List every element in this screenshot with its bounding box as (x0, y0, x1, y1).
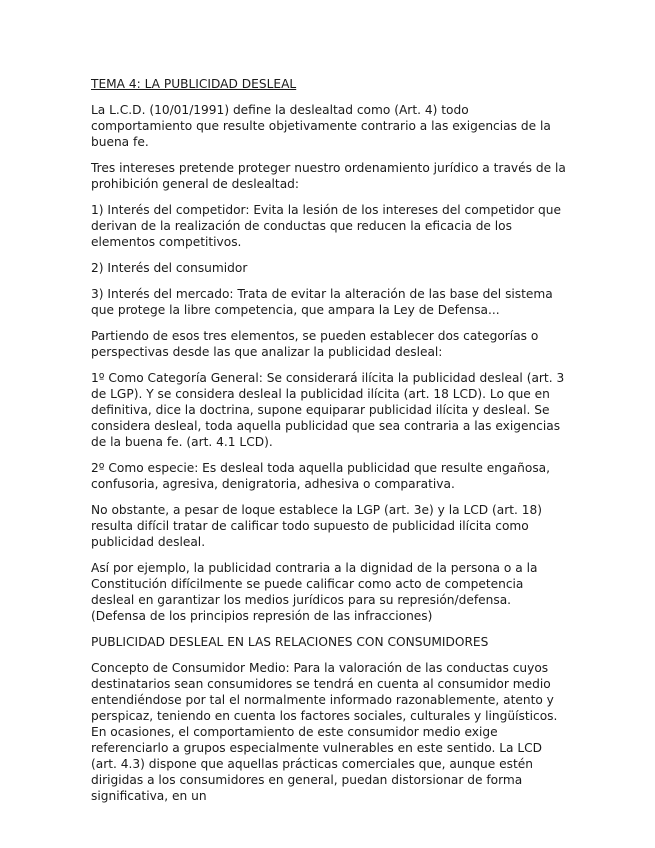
paragraph-average-consumer: Concepto de Consumidor Medio: Para la valoración de las conductas cuyos destinatarios sean consumidores se tendrá en cuenta al consumidor medio entendiéndose por tal el normalmente informado razonablemente, atento y perspicaz, teniendo en cuenta los factores sociales, culturales y lingüísticos. En ocasiones, el comportamiento de este consumidor medio exige referenciarlo a grupos especialmente vulnerables en este sentido. La LCD (art. 4.3) dispone que aquellas prácticas comerciales que, aunque estén dirigidas a los consumidores en general, puedan distorsionar de forma significativa, en un (91, 661, 558, 803)
paragraph-example: Así por ejemplo, la publicidad contraria a la dignidad de la persona o a la Constitución difícilmente se puede calificar como acto de competencia desleal en garantizar los medios jurídicos para su represión/defensa. (Defensa de los principios represión de las infracciones) (91, 561, 538, 623)
paragraph-market-interest: 3) Interés del mercado: Trata de evitar la alteración de las base del sistema que protege la libre competencia, que ampara la Ley de Defensa... (91, 287, 553, 317)
paragraph-two-categories: Partiendo de esos tres elementos, se pueden establecer dos categorías o perspectivas desde las que analizar la publicidad desleal: (91, 329, 539, 359)
paragraph-general-category: 1º Como Categoría General: Se considerará ilícita la publicidad desleal (art. 3 de LGP). Y se considera desleal la publicidad ilícita (art. 18 LCD). Lo que en definitiva, dice la doctrina, supone equiparar publicidad ilícita y desleal. Se considera desleal, toda aquella publicidad que sea contraria a las exigencias de la buena fe. (art. 4.1 LCD). (91, 371, 565, 449)
paragraph-competitor-interest: 1) Interés del competidor: Evita la lesión de los intereses del competidor que derivan de la realización de conductas que reducen la eficacia de los elementos competitivos. (91, 203, 561, 249)
section-heading-consumers: PUBLICIDAD DESLEAL EN LAS RELACIONES CON CONSUMIDORES (91, 635, 489, 649)
document-page (91, 76, 569, 814)
paragraph-however: No obstante, a pesar de loque establece la LGP (art. 3e) y la LCD (art. 18) resulta difícil tratar de calificar todo supuesto de publicidad ilícita como publicidad desleal. (91, 503, 543, 549)
document-title: TEMA 4: LA PUBLICIDAD DESLEAL (91, 77, 297, 91)
paragraph-three-interests: Tres intereses pretende proteger nuestro ordenamiento jurídico a través de la prohibición general de deslealtad: (91, 161, 566, 191)
paragraph-lcd-definition: La L.C.D. (10/01/1991) define la deslealtad como (Art. 4) todo comportamiento que resulte objetivamente contrario a las exigencias de la buena fe. (91, 103, 551, 149)
paragraph-species: 2º Como especie: Es desleal toda aquella publicidad que resulte engañosa, confusoria, agresiva, denigratoria, adhesiva o comparativa. (91, 461, 551, 491)
paragraph-consumer-interest: 2) Interés del consumidor (91, 261, 248, 275)
